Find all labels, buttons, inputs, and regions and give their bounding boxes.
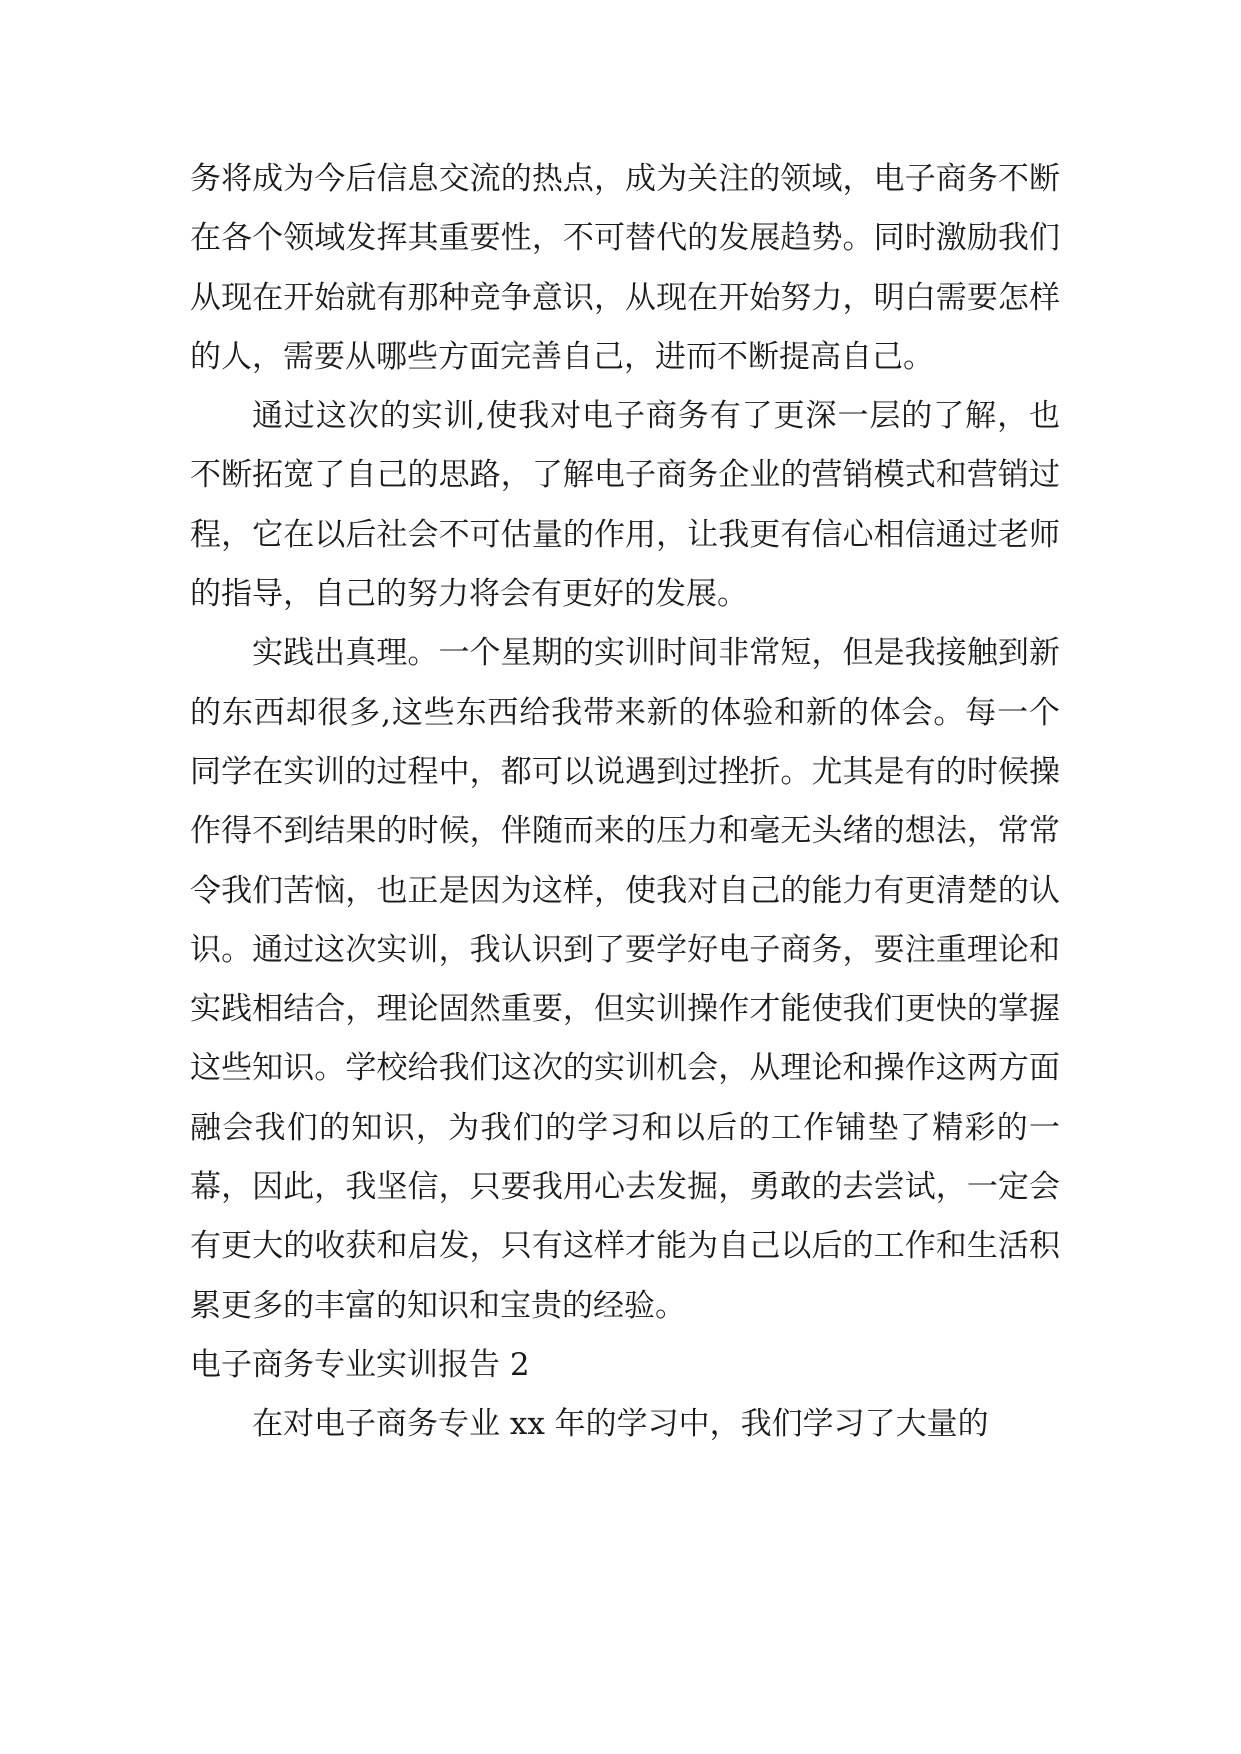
paragraph-continued: 务将成为今后信息交流的热点，成为关注的领域，电子商务不断在各个领域发挥其重要性，不可替代的发展趋势。同时激励我们从现在开始就有那种竞争意识，从现在开始努力，明白需要怎样的人，需要从哪些方面完善自己，进而不断提高自己。 <box>190 161 1060 375</box>
section-heading: 电子商务专业实训报告 2 <box>190 1346 530 1383</box>
paragraph-practice-truth: 实践出真理。一个星期的实训时间非常短，但是我接触到新的东西却很多,这些东西给我带来新的体验和新的体会。每一个同学在实训的过程中，都可以说遇到过挫折。尤其是有的时候操作得不到结果的时候，伴随而来的压力和毫无头绪的想法，常常令我们苦恼，也正是因为这样，使我对自己的能力有更清楚的认识。通过这次实训，我认识到了要学好电子商务，要注重理论和实践相结合，理论固然重要，但实训操作才能使我们更快的掌握这些知识。学校给我们这次的实训机会，从理论和操作这两方面融会我们的知识，为我们的学习和以后的工作铺垫了精彩的一幕，因此，我坚信，只要我用心去发掘，勇敢的去尝试，一定会有更大的收获和启发，只有这样才能为自己以后的工作和生活积累更多的丰富的知识和宝贵的经验。 <box>190 635 1060 1324</box>
paragraph-training-understanding: 通过这次的实训,使我对电子商务有了更深一层的了解，也不断拓宽了自己的思路，了解电子商务企业的营销模式和营销过程，它在以后社会不可估量的作用，让我更有信心相信通过老师的指导，自己的努力将会有更好的发展。 <box>190 398 1060 613</box>
paragraph-report-2-start: 在对电子商务专业 xx 年的学习中，我们学习了大量的 <box>252 1406 989 1443</box>
document-body <box>190 150 1060 1455</box>
